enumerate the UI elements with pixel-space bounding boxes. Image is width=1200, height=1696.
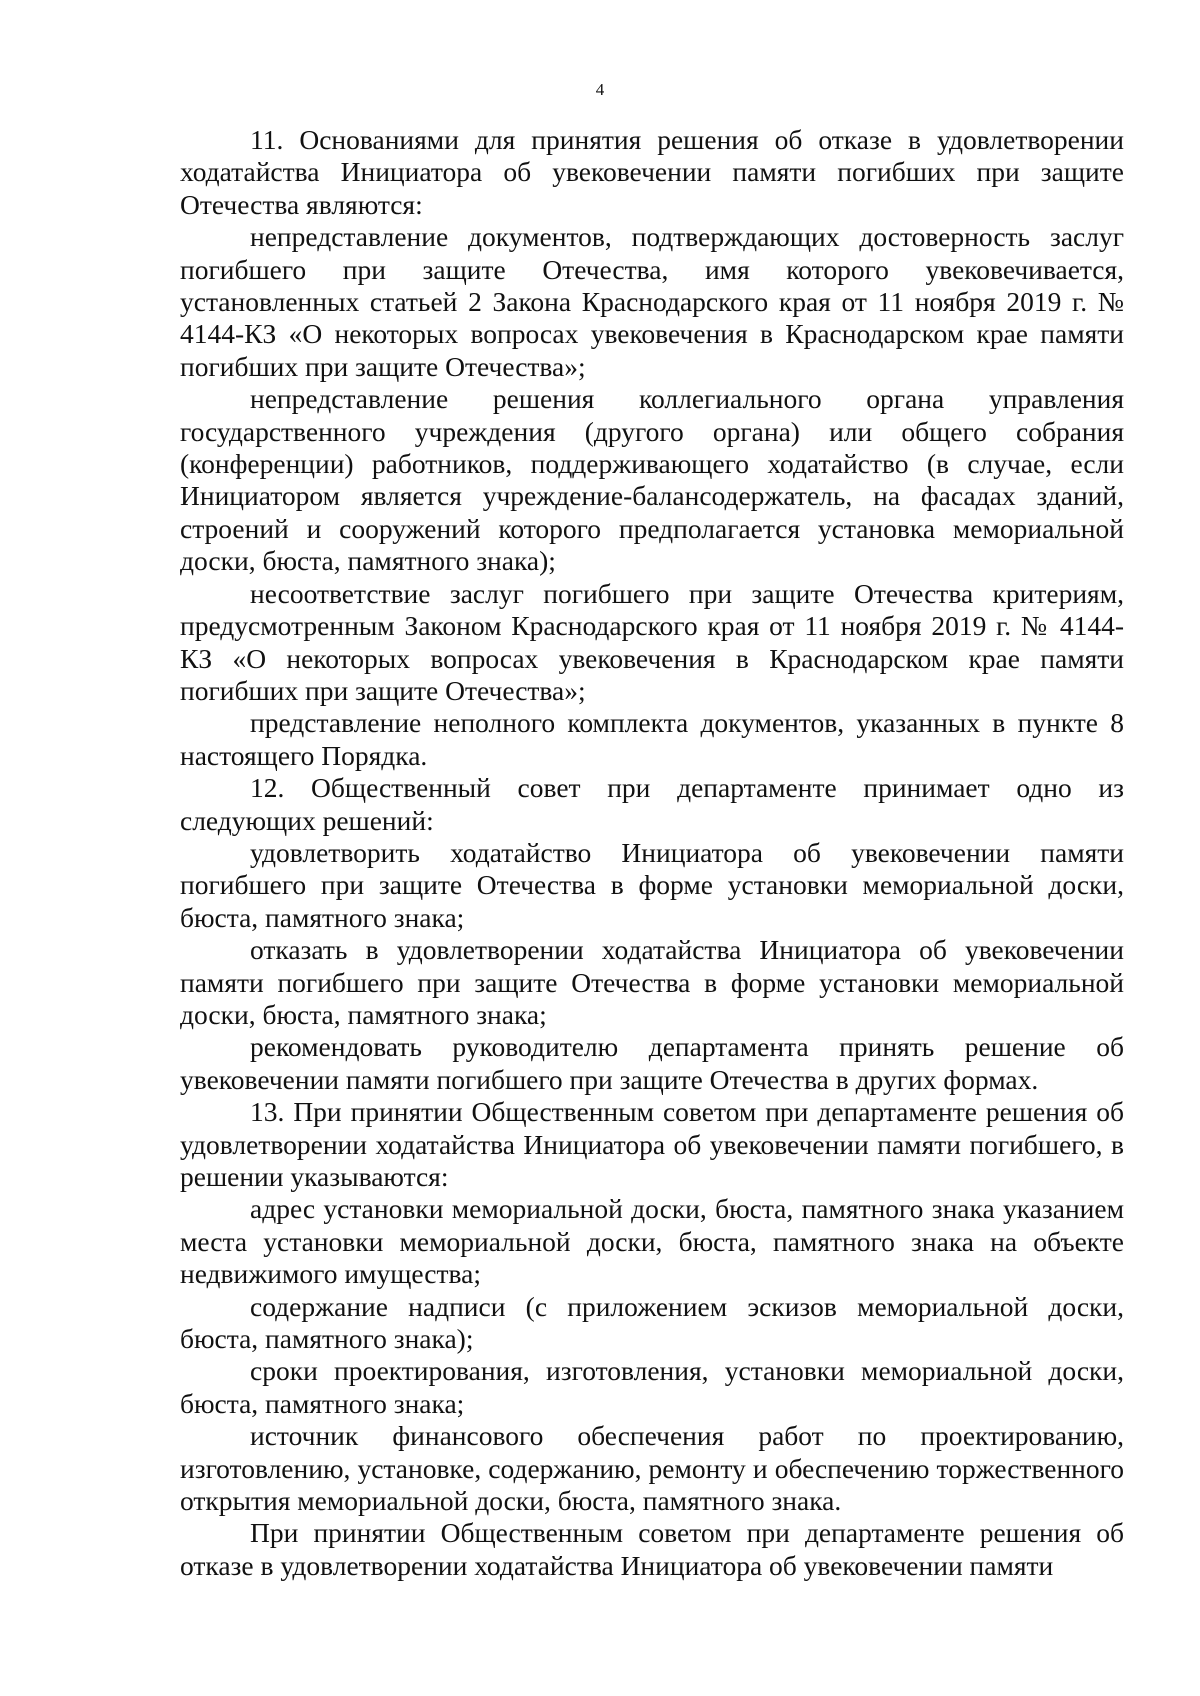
paragraph: несоответствие заслуг погибшего при защите Отечества критериям, предусмотренным Законом Краснодарского края от 11 ноября 2019 г. № 4144-КЗ «О некоторых вопросах увековечения в Краснодарском крае памяти погибших при защите Отечества»; — [180, 577, 1124, 706]
paragraph: 11. Основаниями для принятия решения об отказе в удовлетворении ходатайства Инициатора об увековечении памяти погибших при защите Отечества являются: — [180, 124, 1124, 220]
paragraph: удовлетворить ходатайство Инициатора об увековечении памяти погибшего при защите Отечества в форме установки мемориальной доски, бюста, памятного знака; — [180, 836, 1124, 933]
paragraph: При принятии Общественным советом при департаменте решения об отказе в удовлетворении ходатайства Инициатора об увековечении памяти — [180, 1517, 1124, 1581]
paragraph: рекомендовать руководителю департамента принять решение об увековечении памяти погибшего при защите Отечества в других формах. — [180, 1031, 1124, 1095]
paragraph: сроки проектирования, изготовления, установки мемориальной доски, бюста, памятного знака; — [180, 1355, 1124, 1419]
paragraph: представление неполного комплекта документов, указанных в пункте 8 настоящего Порядка. — [180, 707, 1124, 771]
paragraph: адрес установки мемориальной доски, бюста, памятного знака указанием места установки мемориальной доски, бюста, памятного знака на объекте недвижимого имущества; — [180, 1193, 1124, 1290]
paragraph: 12. Общественный совет при департаменте принимает одно из следующих решений: — [180, 772, 1124, 836]
paragraph: отказать в удовлетворении ходатайства Инициатора об увековечении памяти погибшего при защите Отечества в форме установки мемориальной доски, бюста, памятного знака; — [180, 934, 1124, 1030]
document-body — [180, 124, 1124, 1582]
paragraph: 13. При принятии Общественным советом при департаменте решения об удовлетворении ходатайства Инициатора об увековечении памяти погибшего, в решении указываются: — [180, 1096, 1124, 1192]
paragraph: источник финансового обеспечения работ по проектированию, изготовлению, установке, содержанию, ремонту и обеспечению торжественного открытия мемориальной доски, бюста, памятного знака. — [180, 1420, 1124, 1517]
paragraph: непредставление решения коллегиального органа управления государственного учреждения (другого органа) или общего собрания (конференции) работников, поддерживающего ходатайство (в случае, если Инициатором является учреждение-балансодержатель, на фасадах зданий, строений и сооружений которого предполагается установка мемориальной доски, бюста, памятного знака); — [180, 383, 1124, 577]
paragraph: содержание надписи (с приложением эскизов мемориальной доски, бюста, памятного знака); — [180, 1290, 1124, 1355]
paragraph: непредставление документов, подтверждающих достоверность заслуг погибшего при защите Отечества, имя которого увековечивается, установленных статьей 2 Закона Краснодарского края от 11 ноября 2019 г. № 4144-КЗ «О некоторых вопросах увековечения в Краснодарском крае памяти погибших при защите Отечества»; — [180, 221, 1124, 382]
page-number: 4 — [595, 80, 605, 99]
